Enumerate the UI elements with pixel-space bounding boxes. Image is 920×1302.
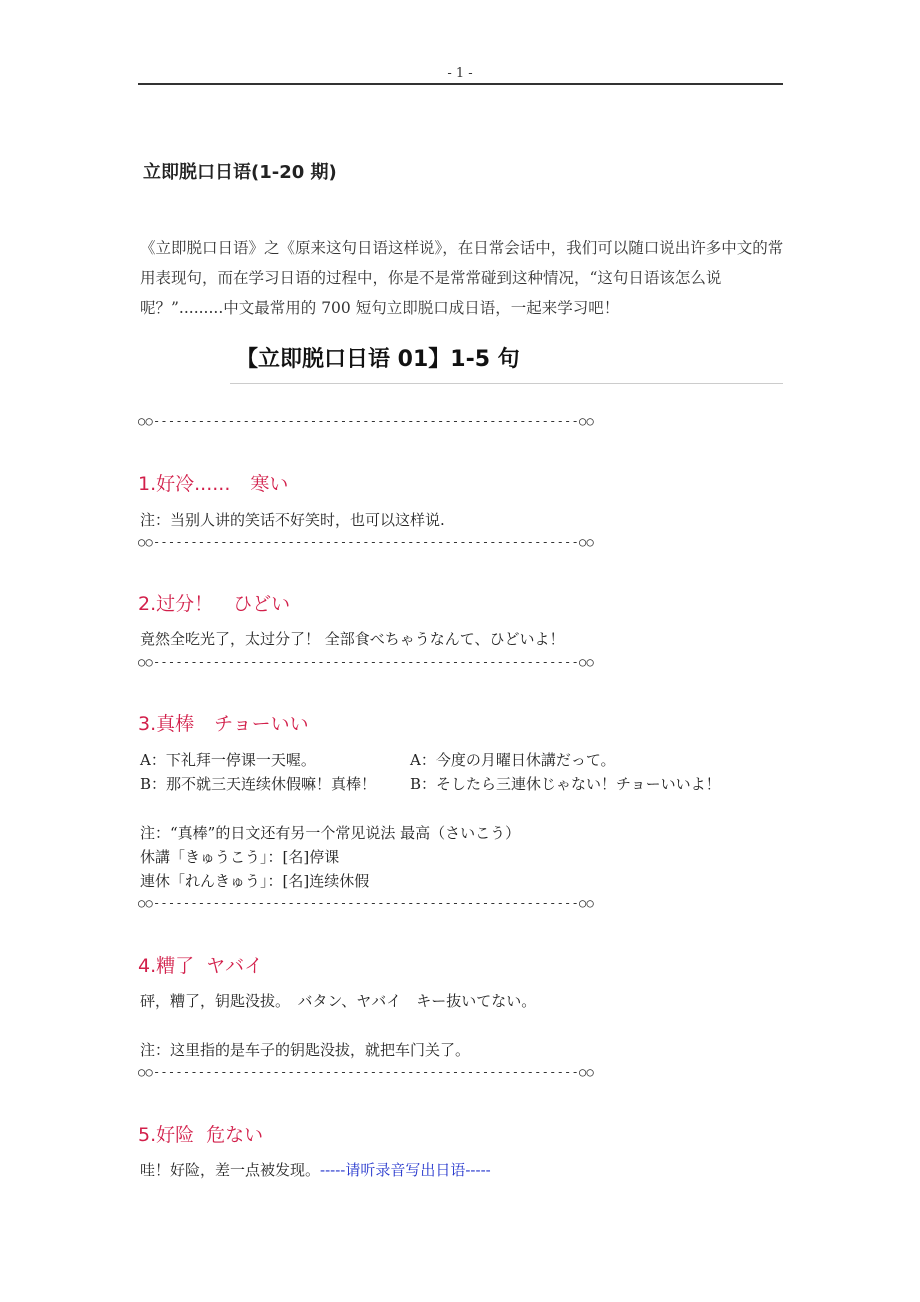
- item-5-example-line: [140, 1159, 491, 1180]
- intro-paragraph: 《立即脱口日语》之《原来这句日语这样说》，在日常会话中，我们可以随口说出许多中文的常用表现句，而在学习日语的过程中，你是不是常常碰到这种情况，“这句日语该怎么说呢？”.........中文最常用的 700 短句立即脱口成日语，一起来学习吧！: [140, 239, 784, 317]
- dialogue-b-chinese: B：那不就三天连续休假嘛！真棒！: [140, 775, 377, 793]
- separator: ○○---------------------------------------------------------○○: [138, 535, 594, 549]
- item-3-japanese: チョーいい: [214, 713, 309, 735]
- item-2-title: [138, 589, 290, 616]
- header-rule: [138, 83, 783, 85]
- item-4-japanese: ヤバイ: [206, 955, 264, 977]
- heading-rule: [230, 383, 783, 384]
- item-3-note-2: 休講「きゅうこう」：[名]停课: [140, 848, 340, 866]
- item-3-note-3: 連休「れんきゅう」：[名]连续休假: [140, 872, 370, 890]
- item-5-title: [138, 1120, 263, 1147]
- dialogue-a-japanese: A：今度の月曜日休講だって。: [410, 751, 616, 769]
- item-2-japanese: ひどい: [233, 593, 291, 615]
- dialogue-b-japanese: B：そしたら三連休じゃない！チョーいいよ！: [410, 775, 721, 793]
- item-1-chinese: 1.好冷......: [138, 473, 231, 495]
- item-1-japanese: 寒い: [250, 473, 289, 495]
- separator: ○○---------------------------------------------------------○○: [138, 655, 594, 669]
- item-3-note-1: 注：“真棒”的日文还有另一个常见说法 最高（さいこう）: [140, 824, 521, 842]
- item-1-note: 注：当别人讲的笑话不好笑时，也可以这样说.: [140, 511, 445, 529]
- item-4-chinese: 4.糟了: [138, 955, 195, 977]
- item-2-example: 竟然全吃光了，太过分了！ 全部食べちゃうなんて、ひどいよ！: [140, 630, 565, 648]
- section-heading: 【立即脱口日语 01】1-5 句: [236, 347, 520, 372]
- separator: ○○---------------------------------------------------------○○: [138, 414, 594, 428]
- document-title: 立即脱口日语(1-20 期): [143, 162, 337, 183]
- item-4-note: 注：这里指的是车子的钥匙没拔，就把车门关了。: [140, 1041, 471, 1059]
- page-number: - 1 -: [447, 66, 473, 81]
- item-4-example: 砰，糟了，钥匙没拔。 バタン、ヤバイ キー抜いてない。: [140, 992, 537, 1010]
- item-4-title: [138, 951, 263, 978]
- item-3-title: [138, 709, 309, 736]
- item-5-example: 哇！好险，差一点被发现。: [140, 1161, 321, 1179]
- dialogue-a-chinese: A：下礼拜一停课一天喔。: [140, 751, 316, 769]
- item-2-chinese: 2.过分！: [138, 593, 214, 615]
- separator: ○○---------------------------------------------------------○○: [138, 1065, 594, 1079]
- item-5-japanese: 危ない: [206, 1124, 264, 1146]
- listen-and-write-link[interactable]: -----请听录音写出日语-----: [320, 1161, 491, 1179]
- separator: ○○---------------------------------------------------------○○: [138, 896, 594, 910]
- item-5-chinese: 5.好险: [138, 1124, 195, 1146]
- item-1-title: [138, 469, 288, 496]
- item-3-chinese: 3.真棒: [138, 713, 195, 735]
